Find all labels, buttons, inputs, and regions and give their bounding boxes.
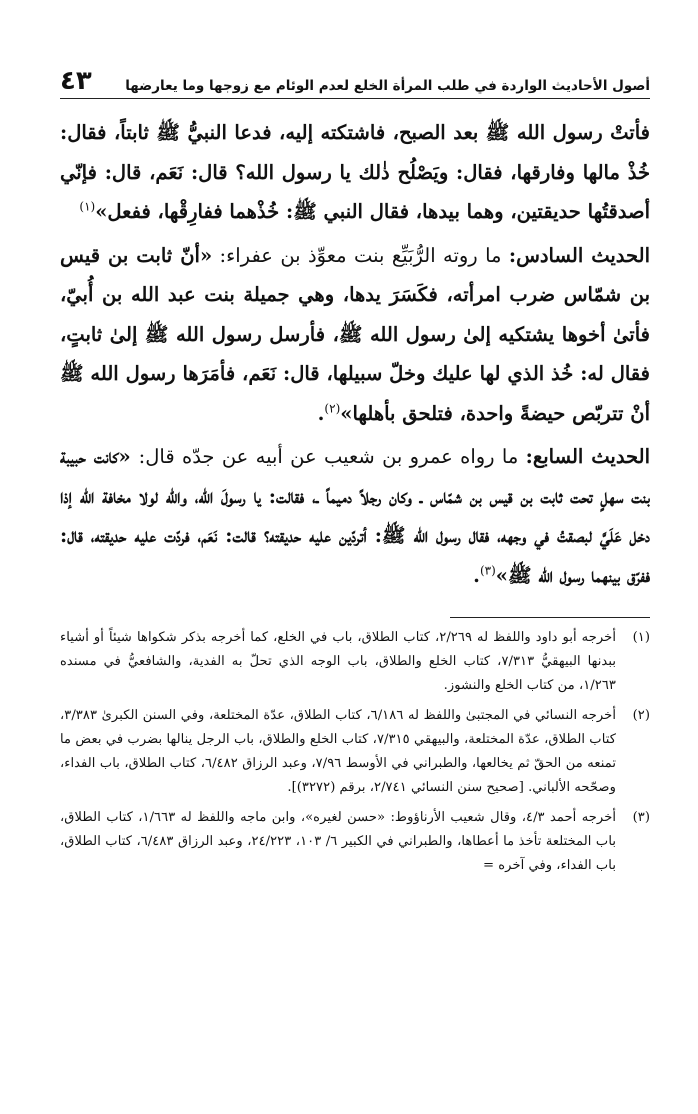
footnote-ref-1[interactable]: (١) xyxy=(79,199,96,214)
page-header xyxy=(60,62,650,99)
paragraph-2 xyxy=(60,236,650,434)
footnote-text: أخرجه النسائي في المجتبىٰ واللفظ له ٦/١٨٦، كتاب الطلاق، عدّة المختلعة، وفي السنن الكبرىٰ ٣/٣٨٣، كتاب الطلاق، عدّة المختلعة، والبيهقي ٧/٣١٥، كتاب الخلع والطلاق، باب الرجل ينالها بضرب في بعض ما تمنعه من الحقّ ثم يخالعها، والطبراني في الأوسط ٧/٩٦، وعبد الرزاق ٦/٤٨٢، كتاب الطلاق، باب الفداء، وصحّحه الألباني. [صحيح سنن النسائي ٢/٧٤١، برقم (٣٢٧٢)]. xyxy=(60,708,616,795)
footnote-number: (٣) xyxy=(632,810,650,825)
footnote-text: أخرجه أحمد ٤/٣، وقال شعيب الأرناؤوط: «حسن لغيره»، وابن ماجه واللفظ له ١/٦٦٣، كتاب الطلاق، باب المختلعة تأخذ ما أعطاها، والطبراني في الكبير ٦/ ١٠٣، ٢٤/٢٢٣، وعبد الرزاق ٦/٤٨٣، كتاب الطلاق، باب الفداء، وفي آخره = xyxy=(60,810,617,873)
footnote-number: (٢) xyxy=(632,708,650,723)
hadith-6-narrator: ما روته الرُّبَيِّع بنت معوِّذ بن عفراء: xyxy=(212,243,509,267)
paragraph-1 xyxy=(60,113,650,232)
hadith-7-label: الحديث السابع: xyxy=(525,445,651,468)
footnote-1 xyxy=(60,626,650,698)
hadith-7-narrator: ما رواه عمرو بن شعيب عن أبيه عن جدّه قال: xyxy=(138,445,526,468)
paragraph-3 xyxy=(60,437,650,595)
hadith-text-1: فأتتْ رسول الله ﷺ بعد الصبح، فاشتكته إليه، فدعا النبيُّ ﷺ ثابتاً، فقال: خُذْ مالها وفارقها، فقال: ويَصْلُح ذٰلك يا رسول الله؟ قال: نَعَم، قال: فإنّي أصدقتُها حديقتين، وهما بيدها، فقال النبي ﷺ: خُذْهما ففارِقْها، ففعل» xyxy=(60,121,650,223)
hadith-6-label: الحديث السادس: xyxy=(508,243,650,267)
hadith-7-text: «كانت حبيبة بنت سهلٍ تحت ثابت بن قيس بن شمّاس ـ وكان رجلاً دميماً ـ، فقالت: يا رسولَ الله، والله لولا مخافة الله إذا دخل عَلَيَّ لبصقتُ في وجهه، فقال رسول الله ﷺ: أتردّين عليه حديقته؟ قالت: نَعَم، فردّت عليه حديقته، قال: ففرّق بينهما رسول الله ﷺ» xyxy=(60,445,650,587)
footnote-ref-3[interactable]: (٣) xyxy=(479,563,496,577)
main-text xyxy=(60,113,650,595)
footnote-separator xyxy=(450,617,650,618)
footnote-text: أخرجه أبو داود واللفظ له ٢/٢٦٩، كتاب الطلاق، باب في الخلع، كما أخرجه بذكر شكواها شيئاً أو أشياء ببدنها البيهقيُّ ٧/٣١٣، كتاب الخلع والطلاق، باب الوجه الذي تحلّ به الفدية، والشافعيُّ في مسنده ١/٢٦٣، من كتاب الخلع والنشوز. xyxy=(60,630,616,693)
running-title: أصول الأحاديث الواردة في طلب المرأة الخلع لعدم الوئام مع زوجها وما يعارضها xyxy=(125,78,650,94)
footnote-number: (١) xyxy=(632,630,650,645)
page-number: ٤٣ xyxy=(60,66,92,96)
hadith-7-end: . xyxy=(473,563,480,587)
hadith-6-text: «أنّ ثابت بن قيس بن شمّاس ضرب امرأته، فكَسَرَ يدها، وهي جميلة بنت عبد الله بن أُبيّ، فأتىٰ أخوها يشتكيه إلىٰ رسول الله ﷺ، فأرسل رسول الله ﷺ إلىٰ ثابتٍ، فقال له: خُذ الذي لها عليك وخلّ سبيلها، قال: نَعَم، فأمَرَها رسول الله ﷺ أنْ تتربّص حيضةً واحدة، فتلحق بأهلها» xyxy=(60,243,650,425)
footnotes xyxy=(60,626,650,878)
hadith-6-end: . xyxy=(317,401,325,425)
footnote-ref-2[interactable]: (٢) xyxy=(324,401,341,415)
footnote-3 xyxy=(60,806,650,878)
footnote-2 xyxy=(60,704,650,800)
